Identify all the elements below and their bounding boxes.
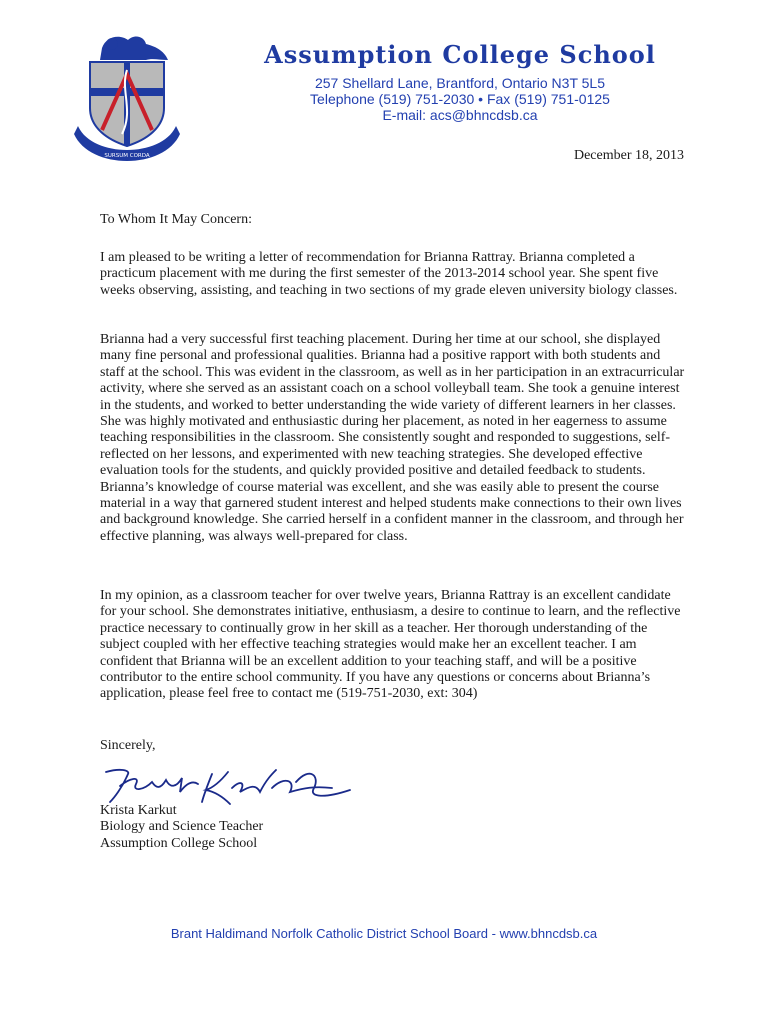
signer-name: Krista Karkut xyxy=(100,803,177,818)
school-crest-icon xyxy=(72,30,182,175)
signer-organization: Assumption College School xyxy=(100,835,258,851)
letterhead-footer: Brant Haldimand Norfolk Catholic District School Board - www.bhncdsb.ca xyxy=(170,926,598,941)
signer-title: Biology and Science Teacher xyxy=(100,819,264,835)
letter-date: December 18, 2013 xyxy=(573,148,684,163)
paragraph-1: I am pleased to be writing a letter of recommendation for Brianna Rattray. Brianna completed a practicum placement with me during the first semester of the 2013-2014 school year. She spent five weeks observing, assisting, and teaching in two sections of my grade eleven university biology classes. xyxy=(100,250,678,298)
school-phone-fax: Telephone (519) 751-2030 • Fax (519) 751-0125 xyxy=(310,91,610,107)
closing: Sincerely, xyxy=(100,738,156,753)
school-address: 257 Shellard Lane, Brantford, Ontario N3T 5L5 xyxy=(314,75,606,91)
school-email[interactable]: E-mail: acs@bhncdsb.ca xyxy=(382,107,538,123)
school-name: Assumption College School xyxy=(264,40,656,69)
paragraph-2: Brianna had a very successful first teaching placement. During her time at our school, she displayed many fine personal and professional qualities. Brianna had a positive rapport with both students and staff at the school. This was evident in the classroom, as well as in her participation in an extracurricular activity, where she served as an assistant coach on a school volleyball team. She took a genuine interest in the students, and worked to better understanding the wide variety of different learners in her classes. She was highly motivated and enthusiastic during her placement, as noted in her eagerness to assume teaching responsibilities in the classroom. She consistently sought and responded to suggestions, self-reflected on her lessons, and experimented with new teaching strategies. She developed effective evaluation tools for the students, and quickly provided positive and detailed feedback to students. Brianna’s knowledge of course material was excellent, and she was easily able to present the course material in a way that garnered student interest and helped students make connections to their own lives and background knowledge. She carried herself in a confident manner in the classroom, and through her effective planning, was always well-prepared for class. xyxy=(100,332,685,544)
crest-motto: SURSUM CORDA xyxy=(104,153,150,159)
paragraph-3: In my opinion, as a classroom teacher for over twelve years, Brianna Rattray is an excellent candidate for your school. She demonstrates initiative, enthusiasm, a desire to continue to learn, and the reflective practice necessary to continually grow in her skill as a teacher. Her thorough understanding of the subject coupled with her effective teaching strategies would make her an excellent teacher. I am confident that Brianna will be an excellent addition to your teaching staff, and will be a positive contributor to the entire school community. If you have any questions or concerns about Brianna’s application, please feel free to contact me (519-751-2030, ext: 304) xyxy=(100,588,681,702)
signature-block xyxy=(100,803,263,852)
salutation: To Whom It May Concern: xyxy=(100,212,252,227)
